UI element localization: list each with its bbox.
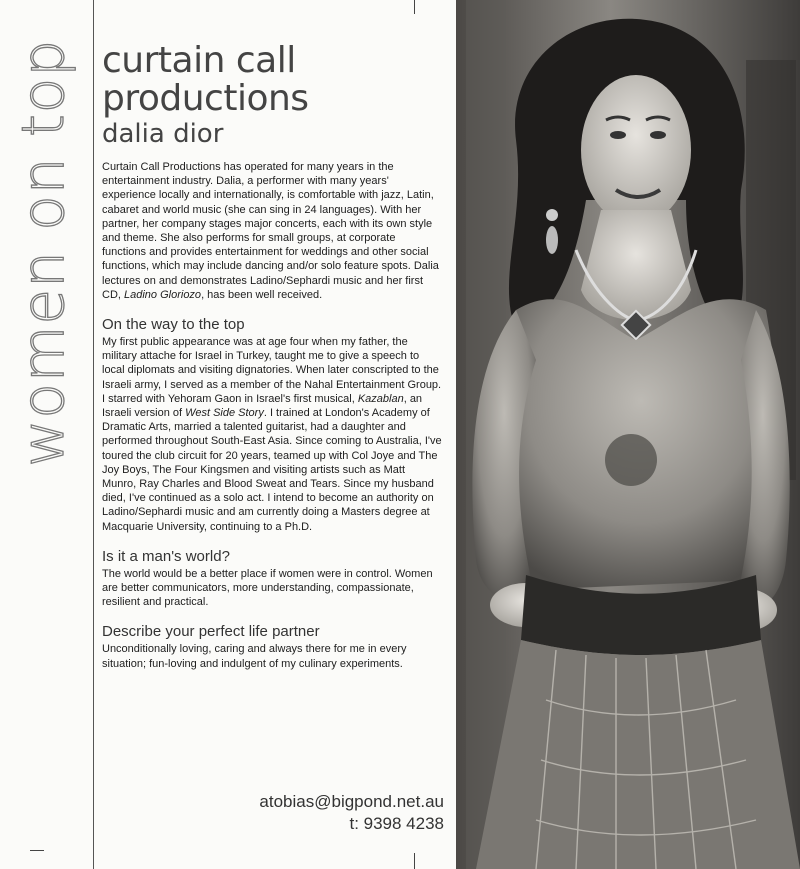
article-content bbox=[102, 42, 442, 671]
intro-text-1: Curtain Call Productions has operated for many years in the entertainment industry. Dalia, a performer with many years' experience locally and internationally, is comfortable with jazz, Latin, cabaret and world music (she can sing in 24 languages). With her partner, her company stages major concerts, each with its own style and theme. She also performs for small groups, at corporate functions and provides entertainment for weddings and other social functions, which may include dancing and/or solo feature spots. Dalia lectures on and demonstrates Ladino/Sephardi music and her first CD, bbox=[102, 161, 439, 301]
way-to-top-paragraph bbox=[102, 335, 442, 534]
section-heading-mans-world: Is it a man's world? bbox=[102, 547, 230, 565]
story-title: West Side Story bbox=[185, 407, 264, 420]
article-subtitle: dalia dior bbox=[102, 119, 224, 149]
contact-email[interactable]: atobias@bigpond.net.au bbox=[259, 792, 444, 811]
musical-title: Kazablan bbox=[357, 392, 404, 405]
section1-text-3: . I trained at London's Academy of Dramatic Arts, married a talented guitarist, had a daughter and performed throughout South-East Asia. Since coming to Australia, I've toured the club circuit for 20 years, teamed up with Col Joye and The Joy Boys, The Four Kingsmen and visiting artists such as Matt Munro, Ray Charles and Blood Sweat and Tears. Since my husband died, I've continued as a solo act. I intend to become an authority on Ladino/Sephardi music and am currently doing a Masters degree at Macquarie University, continuing to a Ph.D. bbox=[102, 407, 442, 533]
portrait-photo bbox=[456, 0, 800, 869]
section-heading-life-partner: Describe your perfect life partner bbox=[102, 623, 320, 641]
section1-text-1: My first public appearance was at age four when my father, the military attache for Israel in Turkey, taught me to give a speech to local diplomats and visiting dignatories. When later conscripted to the Israeli army, I served as a member of the Nahal Entertainment Group. I starred with Yehoram Gaon in Israel's first musical, bbox=[102, 336, 442, 405]
intro-paragraph bbox=[102, 160, 442, 302]
contact-phone: t: 9398 4238 bbox=[349, 814, 444, 833]
cd-title: Ladino Gloriozo bbox=[124, 288, 202, 301]
left-column-rule bbox=[93, 0, 94, 869]
side-title-text: women on top bbox=[9, 38, 77, 468]
life-partner-paragraph: Unconditionally loving, caring and always there for me in every situation; fun-loving and indulgent of my culinary experiments. bbox=[102, 643, 407, 670]
portrait-illustration bbox=[456, 0, 800, 869]
contact-block bbox=[259, 791, 444, 835]
crop-mark-top bbox=[414, 0, 415, 14]
intro-text-2: , has been well received. bbox=[201, 288, 323, 301]
crop-mark-bottom-left bbox=[30, 850, 44, 851]
section-heading-way-to-top: On the way to the top bbox=[102, 316, 245, 334]
mans-world-paragraph: The world would be a better place if women were in control. Women are better communicators, more understanding, compassionate, resilient and practical. bbox=[102, 567, 433, 609]
title-line-2: productions bbox=[102, 78, 309, 119]
article-title bbox=[102, 42, 442, 118]
crop-mark-bottom bbox=[414, 853, 415, 869]
side-title bbox=[8, 28, 78, 478]
section1-text-2: , an Israeli version of bbox=[102, 392, 423, 420]
title-line-1: curtain call bbox=[102, 40, 296, 81]
